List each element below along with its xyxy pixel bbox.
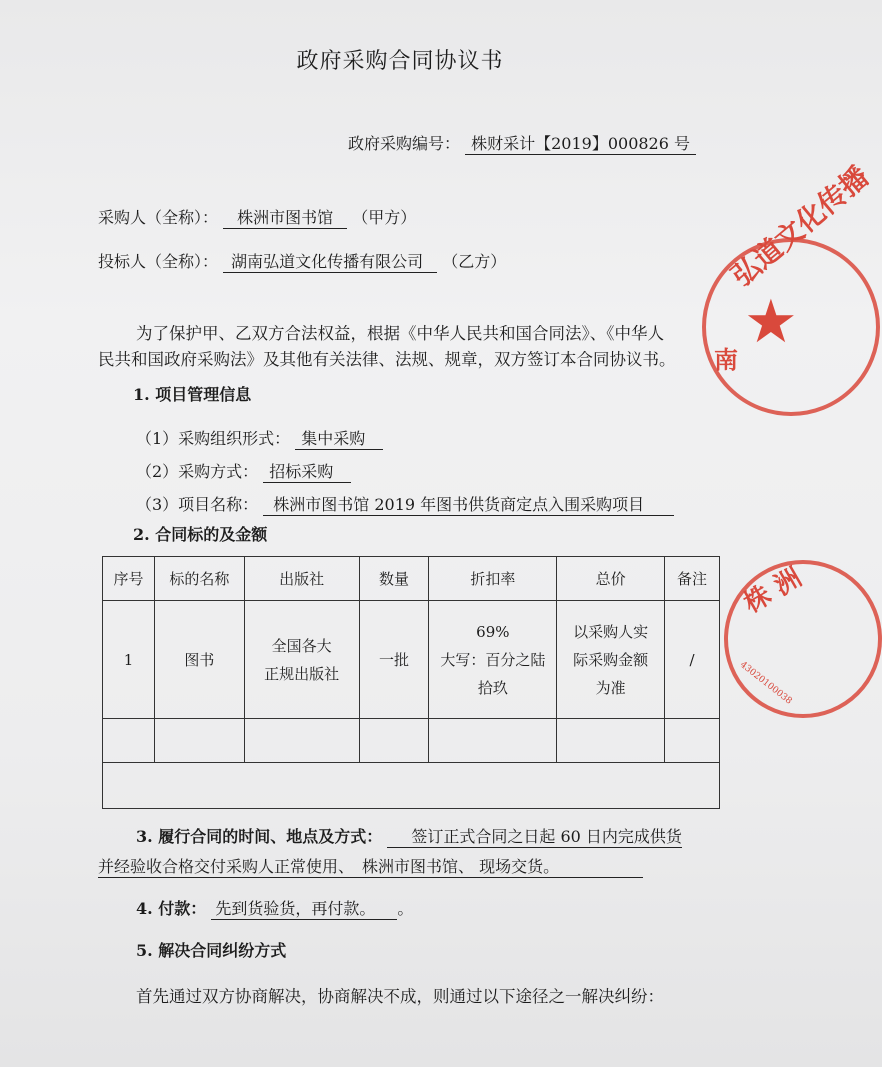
procurement-number-label: 政府采购编号： xyxy=(348,134,461,153)
cell-publisher xyxy=(244,601,359,719)
bidder-row xyxy=(98,249,506,272)
seal-bottom-code: 43020100038 xyxy=(737,660,794,707)
col-header-total: 总价 xyxy=(557,557,665,601)
total-line-2: 际采购金额 xyxy=(573,650,649,669)
intro-line-1: 为了保护甲、乙双方合法权益，根据《中华人民共和国合同法》、《中华人 xyxy=(136,324,664,343)
cell-discount xyxy=(429,601,557,719)
section1-heading: 1. 项目管理信息 xyxy=(133,385,252,404)
procurement-number-value: 株财采计【2019】000826 号 xyxy=(465,134,696,155)
section4-value: 先到货验货，再付款。 xyxy=(211,899,397,920)
col-header-remark: 备注 xyxy=(665,557,720,601)
org-form-row xyxy=(136,426,383,449)
cell-no: 1 xyxy=(103,601,155,719)
col-header-publisher: 出版社 xyxy=(244,557,359,601)
cell-quantity: 一批 xyxy=(359,601,429,719)
section3-value-line-1: 签订正式合同之日起 60 日内完成供货 xyxy=(387,827,682,848)
col-header-discount: 折扣率 xyxy=(429,557,557,601)
section4-heading: 4. 付款： xyxy=(136,899,207,918)
section5-text: 首先通过双方协商解决，协商解决不成，则通过以下途径之一解决纠纷： xyxy=(136,987,664,1006)
bidder-role: （乙方） xyxy=(442,252,507,271)
section5-heading: 5. 解决合同纠纷方式 xyxy=(136,941,287,960)
section3-row-2 xyxy=(98,854,643,877)
contract-items-table xyxy=(102,556,720,809)
cell-item: 图书 xyxy=(154,601,244,719)
project-value: 株洲市图书馆 2019 年图书供货商定点入围采购项目 xyxy=(263,495,674,516)
seal-top-text: 弘道文化传播 xyxy=(725,159,876,294)
method-row xyxy=(136,459,351,482)
section3-heading: 3. 履行合同的时间、地点及方式： xyxy=(136,827,383,846)
table-row-blank-footer xyxy=(103,763,720,809)
section4-row xyxy=(136,896,413,919)
bidder-label: 投标人（全称）： xyxy=(98,252,219,271)
cell-total xyxy=(557,601,665,719)
intro-line-2: 民共和国政府采购法》及其他有关法律、法规、规章，双方签订本合同协议书。 xyxy=(98,350,676,369)
publisher-line-2: 正规出版社 xyxy=(264,664,340,683)
buyer-row xyxy=(98,205,416,228)
total-line-1: 以采购人实 xyxy=(573,622,649,641)
discount-line-2: 大写：百分之陆 xyxy=(440,650,546,669)
total-line-3: 为准 xyxy=(595,678,626,697)
section4-tail: 。 xyxy=(397,899,414,918)
procurement-number-row xyxy=(348,131,696,154)
table-header-row xyxy=(103,557,720,601)
section3-row xyxy=(136,824,682,847)
table-row xyxy=(103,601,720,719)
table-row-empty xyxy=(103,719,720,763)
buyer-role: （甲方） xyxy=(352,208,417,227)
section2-heading: 2. 合同标的及金额 xyxy=(133,525,268,544)
org-form-label: （1）采购组织形式： xyxy=(136,429,291,448)
method-label: （2）采购方式： xyxy=(136,462,259,481)
seal-star-icon: ★ xyxy=(744,287,798,357)
col-header-item: 标的名称 xyxy=(154,557,244,601)
buyer-value: 株洲市图书馆 xyxy=(223,208,347,229)
bidder-value: 湖南弘道文化传播有限公司 xyxy=(223,252,437,273)
org-form-value: 集中采购 xyxy=(295,429,383,450)
col-header-no: 序号 xyxy=(103,557,155,601)
discount-line-1: 69% xyxy=(476,622,510,641)
cell-remark: / xyxy=(665,601,720,719)
seal-top-side-text: 南 xyxy=(714,345,738,374)
project-row xyxy=(136,492,674,515)
buyer-label: 采购人（全称）： xyxy=(98,208,219,227)
project-label: （3）项目名称： xyxy=(136,495,259,514)
section3-value-line-2: 并经验收合格交付采购人正常使用、 株洲市图书馆、 现场交货。 xyxy=(98,857,643,878)
document-title: 政府采购合同协议书 xyxy=(296,49,504,74)
method-value: 招标采购 xyxy=(263,462,351,483)
col-header-quantity: 数量 xyxy=(359,557,429,601)
seal-bottom-text: 株 洲 xyxy=(739,562,807,620)
discount-line-3: 拾玖 xyxy=(477,678,508,697)
publisher-line-1: 全国各大 xyxy=(271,636,332,655)
